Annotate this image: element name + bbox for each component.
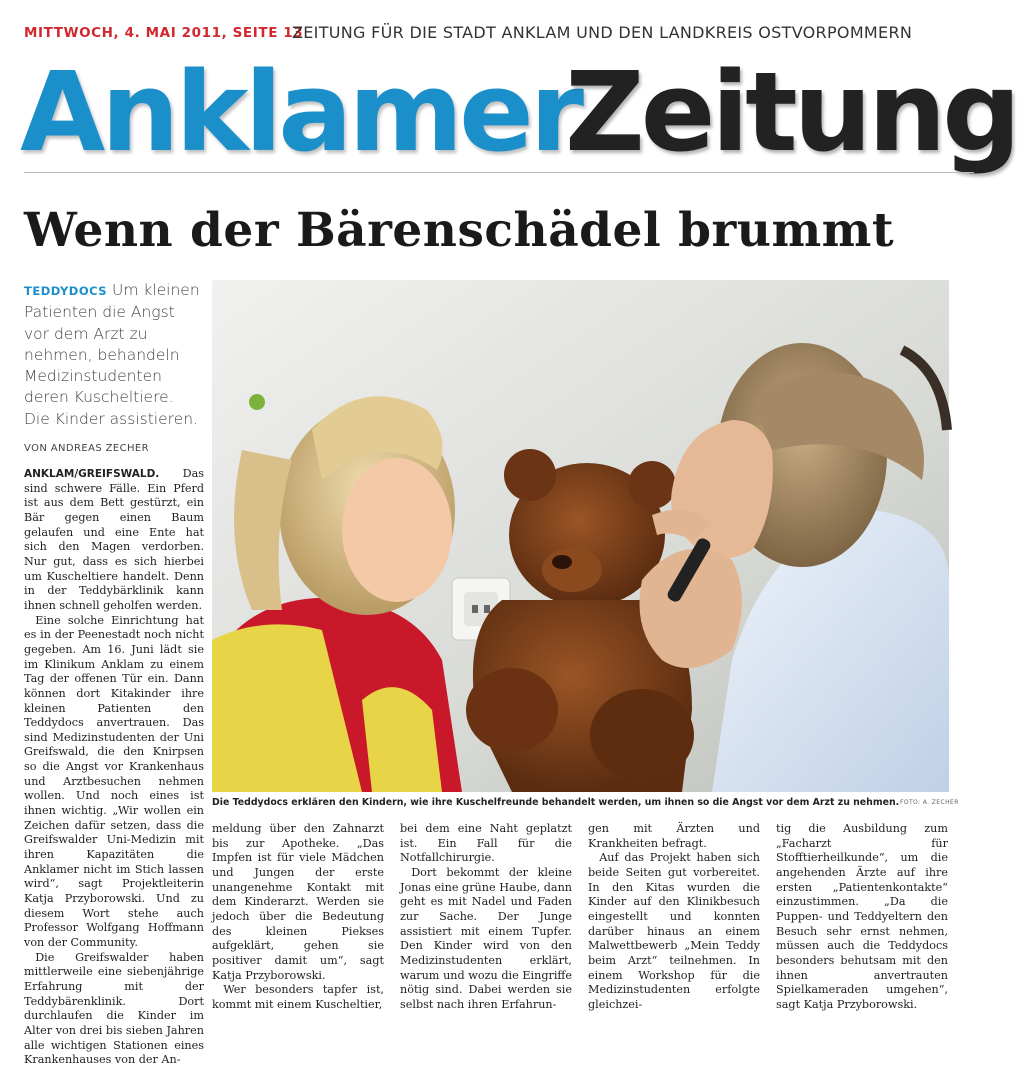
article-teaser — [24, 280, 202, 430]
paragraph: Dort bekommt der kleine Jonas eine grüne Haube, dann geht es mit Nadel und Faden zur Sache. Der Junge assistiert mit einem Tupfer. Den Kinder wird von den Medizinstudenten erklärt, warum und wozu die Eingriffe nötig sind. Dabei werden sie selbst nach ihren Erfahrun- — [400, 865, 572, 1011]
masthead-zeitung: Zeitung — [565, 48, 1017, 176]
location-dateline: ANKLAM/GREIFSWALD. — [24, 468, 160, 480]
paper-subline: ZEITUNG FÜR DIE STADT ANKLAM UND DEN LANDKREIS OSTVORPOMMERN — [292, 23, 913, 42]
paragraph: Wer besonders tapfer ist, kommt mit einem Kuscheltier, — [212, 983, 384, 1011]
teaser-text: Um kleinen Patienten die Angst vor dem Arzt zu nehmen, behandeln Medizinstudenten deren Kuscheltiere. Die Kinder assistieren. — [24, 281, 200, 428]
photo-illustration — [212, 280, 949, 792]
teaser-kicker: TEDDYDOCS — [24, 284, 108, 298]
paragraph: Eine solche Einrichtung hat es in der Peenestadt noch nicht gegeben. Am 16. Juni lädt sie im Klinikum Anklam zu einem Tag der offenen Tür ein. Dann können dort Kitakinder ihre kleinen Patienten den Teddydocs anvertrauen. Das sind Medizinstudenten der Uni Greifswald, die den Knirpsen so die Angst vor Krankenhaus und Arztbesuchen nehmen wollen. Und noch eines ist ihnen wichtig. „Wir wollen ein Zeichen dafür setzen, dass die Greifswalder Uni-Medizin mit ihren Kapazitäten die Anklamer nicht im Stich lassen wird“, sagt Projektleiterin Katja Przyborowski. Und zu diesem Wort stehe auch Professor Wolfgang Hoffmann von der Community. — [24, 613, 204, 949]
article-photo — [212, 280, 949, 792]
top-line — [24, 22, 974, 44]
paragraph: bei dem eine Naht geplatzt ist. Ein Fall für die Notfallchirurgie. — [400, 822, 572, 865]
masthead-anklamer: Anklamer — [20, 48, 581, 176]
masthead-rule — [24, 172, 974, 173]
paragraph: tig die Ausbildung zum „Facharzt für Stofftierheilkunde“, um die angehenden Ärzte auf ihre ersten „Patientenkontakte“ einzustimmen. „Da die Puppen- und Teddyeltern den Besuch sehr ernst nehmen, müssen auch die Teddydocs besonders behutsam mit den ihnen anvertrauten Spielkameraden umgehen“, sagt Katja Przyborowski. — [776, 822, 948, 1011]
paragraph-text: Das sind schwere Fälle. Ein Pferd ist aus dem Bett gestürzt, ein Bär gegen einen Baum gelaufen und eine Ente hat sich den Magen verdorben. Nur gut, dass es sich hierbei um Kuscheltiere handelt. Denn in der Teddybärklinik kann ihnen schnell geholfen werden. — [24, 467, 204, 612]
paragraph: Auf das Projekt haben sich beide Seiten gut vorbereitet. In den Kitas wurden die Kinder auf den Klinikbesuch eingestellt und konnten darüber hinaus an einem Malwettbewerb „Mein Teddy beim Arzt“ teilnehmen. In einem Workshop für die Medizinstudenten erfolgte gleichzei- — [588, 851, 760, 1011]
article-author: VON ANDREAS ZECHER — [24, 443, 149, 454]
article-headline: Wenn der Bärenschädel brummt — [24, 203, 895, 258]
article-column-2 — [212, 822, 384, 1011]
article-column-5 — [776, 822, 948, 1011]
article-column-3 — [400, 822, 572, 1011]
article-column-1 — [24, 467, 204, 1067]
paragraph: gen mit Ärzten und Krankheiten befragt. — [588, 822, 760, 850]
photo-caption: Die Teddydocs erklären den Kindern, wie ihre Kuschelfreunde behandelt werden, um ihnen so die Angst vor dem Arzt zu nehmen. — [212, 797, 900, 808]
issue-dateline: MITTWOCH, 4. MAI 2011, SEITE 13 — [24, 25, 304, 41]
paragraph — [24, 467, 204, 614]
masthead — [20, 48, 1017, 190]
photo-credit: FOTO: A. ZECHER — [900, 799, 959, 806]
article-column-4 — [588, 822, 760, 1011]
paragraph: meldung über den Zahnarzt bis zur Apotheke. „Das Impfen ist für viele Mädchen und Jungen der erste unangenehme Kontakt mit dem Kinderarzt. Werden sie jedoch über die Bedeutung des kleinen Piekses aufgeklärt, gehen sie positiver damit um“, sagt Katja Przyborowski. — [212, 822, 384, 982]
paragraph: Die Greifswalder haben mittlerweile eine siebenjährige Erfahrung mit der Teddybärenklinik. Dort durchlaufen die Kinder im Alter von drei bis sieben Jahren alle wichtigen Stationen eines Krankenhauses von der An- — [24, 950, 204, 1067]
